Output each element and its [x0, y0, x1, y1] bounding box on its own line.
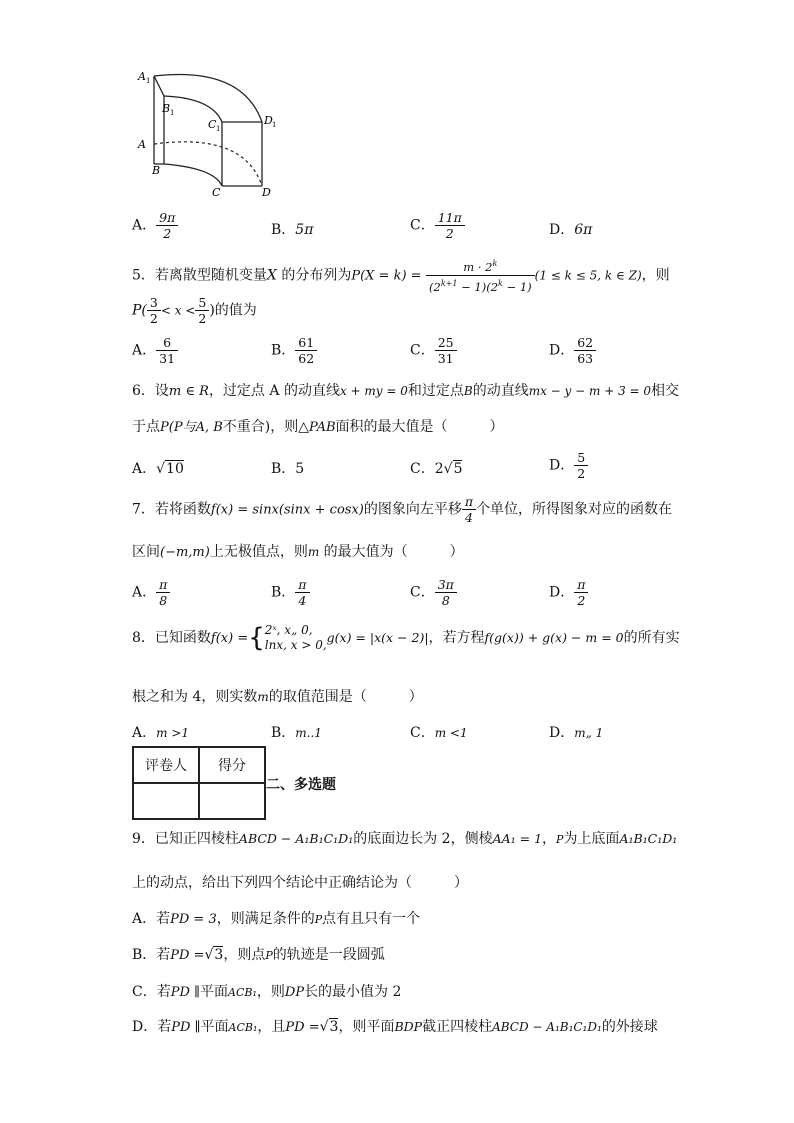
- section-title: 二、多选题: [266, 777, 336, 793]
- score-table-cell-score: [199, 783, 265, 819]
- q8-option-c: C．m <1: [410, 725, 468, 741]
- q5-option-b: B． $\frac{61}{62}$: [271, 335, 317, 366]
- q6-option-c: C．2√5: [410, 461, 463, 477]
- q5-stem-line2: P( $\frac{3}{2}$ < x < $\frac{5}{2}$ )的值为: [132, 295, 257, 326]
- q9-stem-line1: 9．已知正四棱柱ABCD − A₁B₁C₁D₁的底面边长为 2，侧棱AA₁ = 1，P为上底面A₁B₁C₁D₁: [132, 831, 678, 847]
- label-c1: C: [208, 118, 217, 131]
- q7-option-a: A． $\frac{\pi}{8}$: [132, 577, 170, 608]
- label-b1-sub: 1: [170, 109, 175, 117]
- label-d: D: [262, 186, 271, 199]
- q6-option-d: D． $\frac{5}{2}$: [549, 450, 588, 481]
- q4-option-a: A． $\frac{9\pi}{2}$: [132, 210, 178, 241]
- q8-stem-line1: 8．已知函数f(x) ={ 2ˣ, x„ 0, lnx, x > 0, g(x) = |x(x − 2)|，若方程f(g(x)) + g(x) − m = 0的所有实: [132, 623, 680, 653]
- q7-option-d: D． $\frac{\pi}{2}$: [549, 577, 588, 608]
- q5-stem-line1: 5．若离散型随机变量X 的分布列为P(X = k) = $\frac{m \cdot 2^k}{(2^{k+1} - 1)(2^k - 1)}$ (1 ≤ k ≤ 5, k ∈ Z)，则: [132, 256, 670, 295]
- q9-option-c: C．若PD ∥平面ACB₁，则DP长的最小值为 2: [132, 984, 402, 1000]
- solid-figure: [132, 62, 282, 200]
- label-d1: D: [264, 114, 273, 127]
- q9-stem-line2: 上的动点，给出下列四个结论中正确结论为（ ）: [132, 875, 468, 891]
- q9-option-d: D．若PD ∥平面ACB₁，且PD =√3，则平面BDP截正四棱柱ABCD − A₁B₁C₁D₁的外接球: [132, 1019, 658, 1035]
- q7-option-b: B． $\frac{\pi}{4}$: [271, 577, 310, 608]
- q5-option-a: A． $\frac{6}{31}$: [132, 335, 178, 366]
- label-d1-sub: 1: [272, 121, 277, 129]
- q8-option-b: B．m..1: [271, 725, 322, 741]
- score-table-header-score: 得分: [199, 747, 265, 783]
- label-b: B: [152, 164, 161, 177]
- q4-option-b: B．5π: [271, 222, 314, 238]
- q8-option-d: D．m„ 1: [549, 725, 604, 741]
- q6-stem-line2: 于点P(P与A, B不重合)，则△PAB面积的最大值是（ ）: [132, 419, 504, 435]
- q8-stem-line2: 根之和为 4，则实数m的取值范围是（ ）: [132, 689, 423, 705]
- q5-option-d: D． $\frac{62}{63}$: [549, 335, 596, 366]
- label-a: A: [138, 138, 146, 151]
- label-c1-sub: 1: [216, 125, 221, 133]
- q6-option-b: B．5: [271, 461, 305, 477]
- label-c: C: [212, 186, 221, 199]
- q8-option-a: A．m >1: [132, 725, 190, 741]
- score-table: [132, 746, 266, 820]
- q4-option-c: C． $\frac{11\pi}{2}$: [410, 210, 465, 241]
- q7-option-c: C． $\frac{3\pi}{8}$: [410, 577, 457, 608]
- q7-stem-line1: 7．若将函数f(x) = sinx(sinx + cosx)的图象向左平移 $\frac{\pi}{4}$ 个单位，所得图象对应的函数在: [132, 494, 673, 525]
- q9-option-b: B．若PD =√3，则点P的轨迹是一段圆弧: [132, 947, 385, 963]
- q7-stem-line2: 区间(−m,m)上无极值点，则m 的最大值为（ ）: [132, 544, 464, 560]
- label-a1: A: [138, 70, 146, 83]
- q6-option-a: A．√10: [132, 461, 184, 477]
- q5-option-c: C． $\frac{25}{31}$: [410, 335, 457, 366]
- score-table-cell-grader: [133, 783, 199, 819]
- score-table-header-grader: 评卷人: [133, 747, 199, 783]
- q6-stem-line1: 6．设m ∈ R，过定点 A 的动直线x + my = 0和过定点B的动直线mx − y − m + 3 = 0相交: [132, 383, 680, 399]
- q4-option-d: D．6π: [549, 222, 593, 238]
- label-a1-sub: 1: [146, 77, 151, 85]
- label-b1: B: [162, 102, 171, 115]
- q9-option-a: A．若PD = 3，则满足条件的P点有且只有一个: [132, 911, 421, 927]
